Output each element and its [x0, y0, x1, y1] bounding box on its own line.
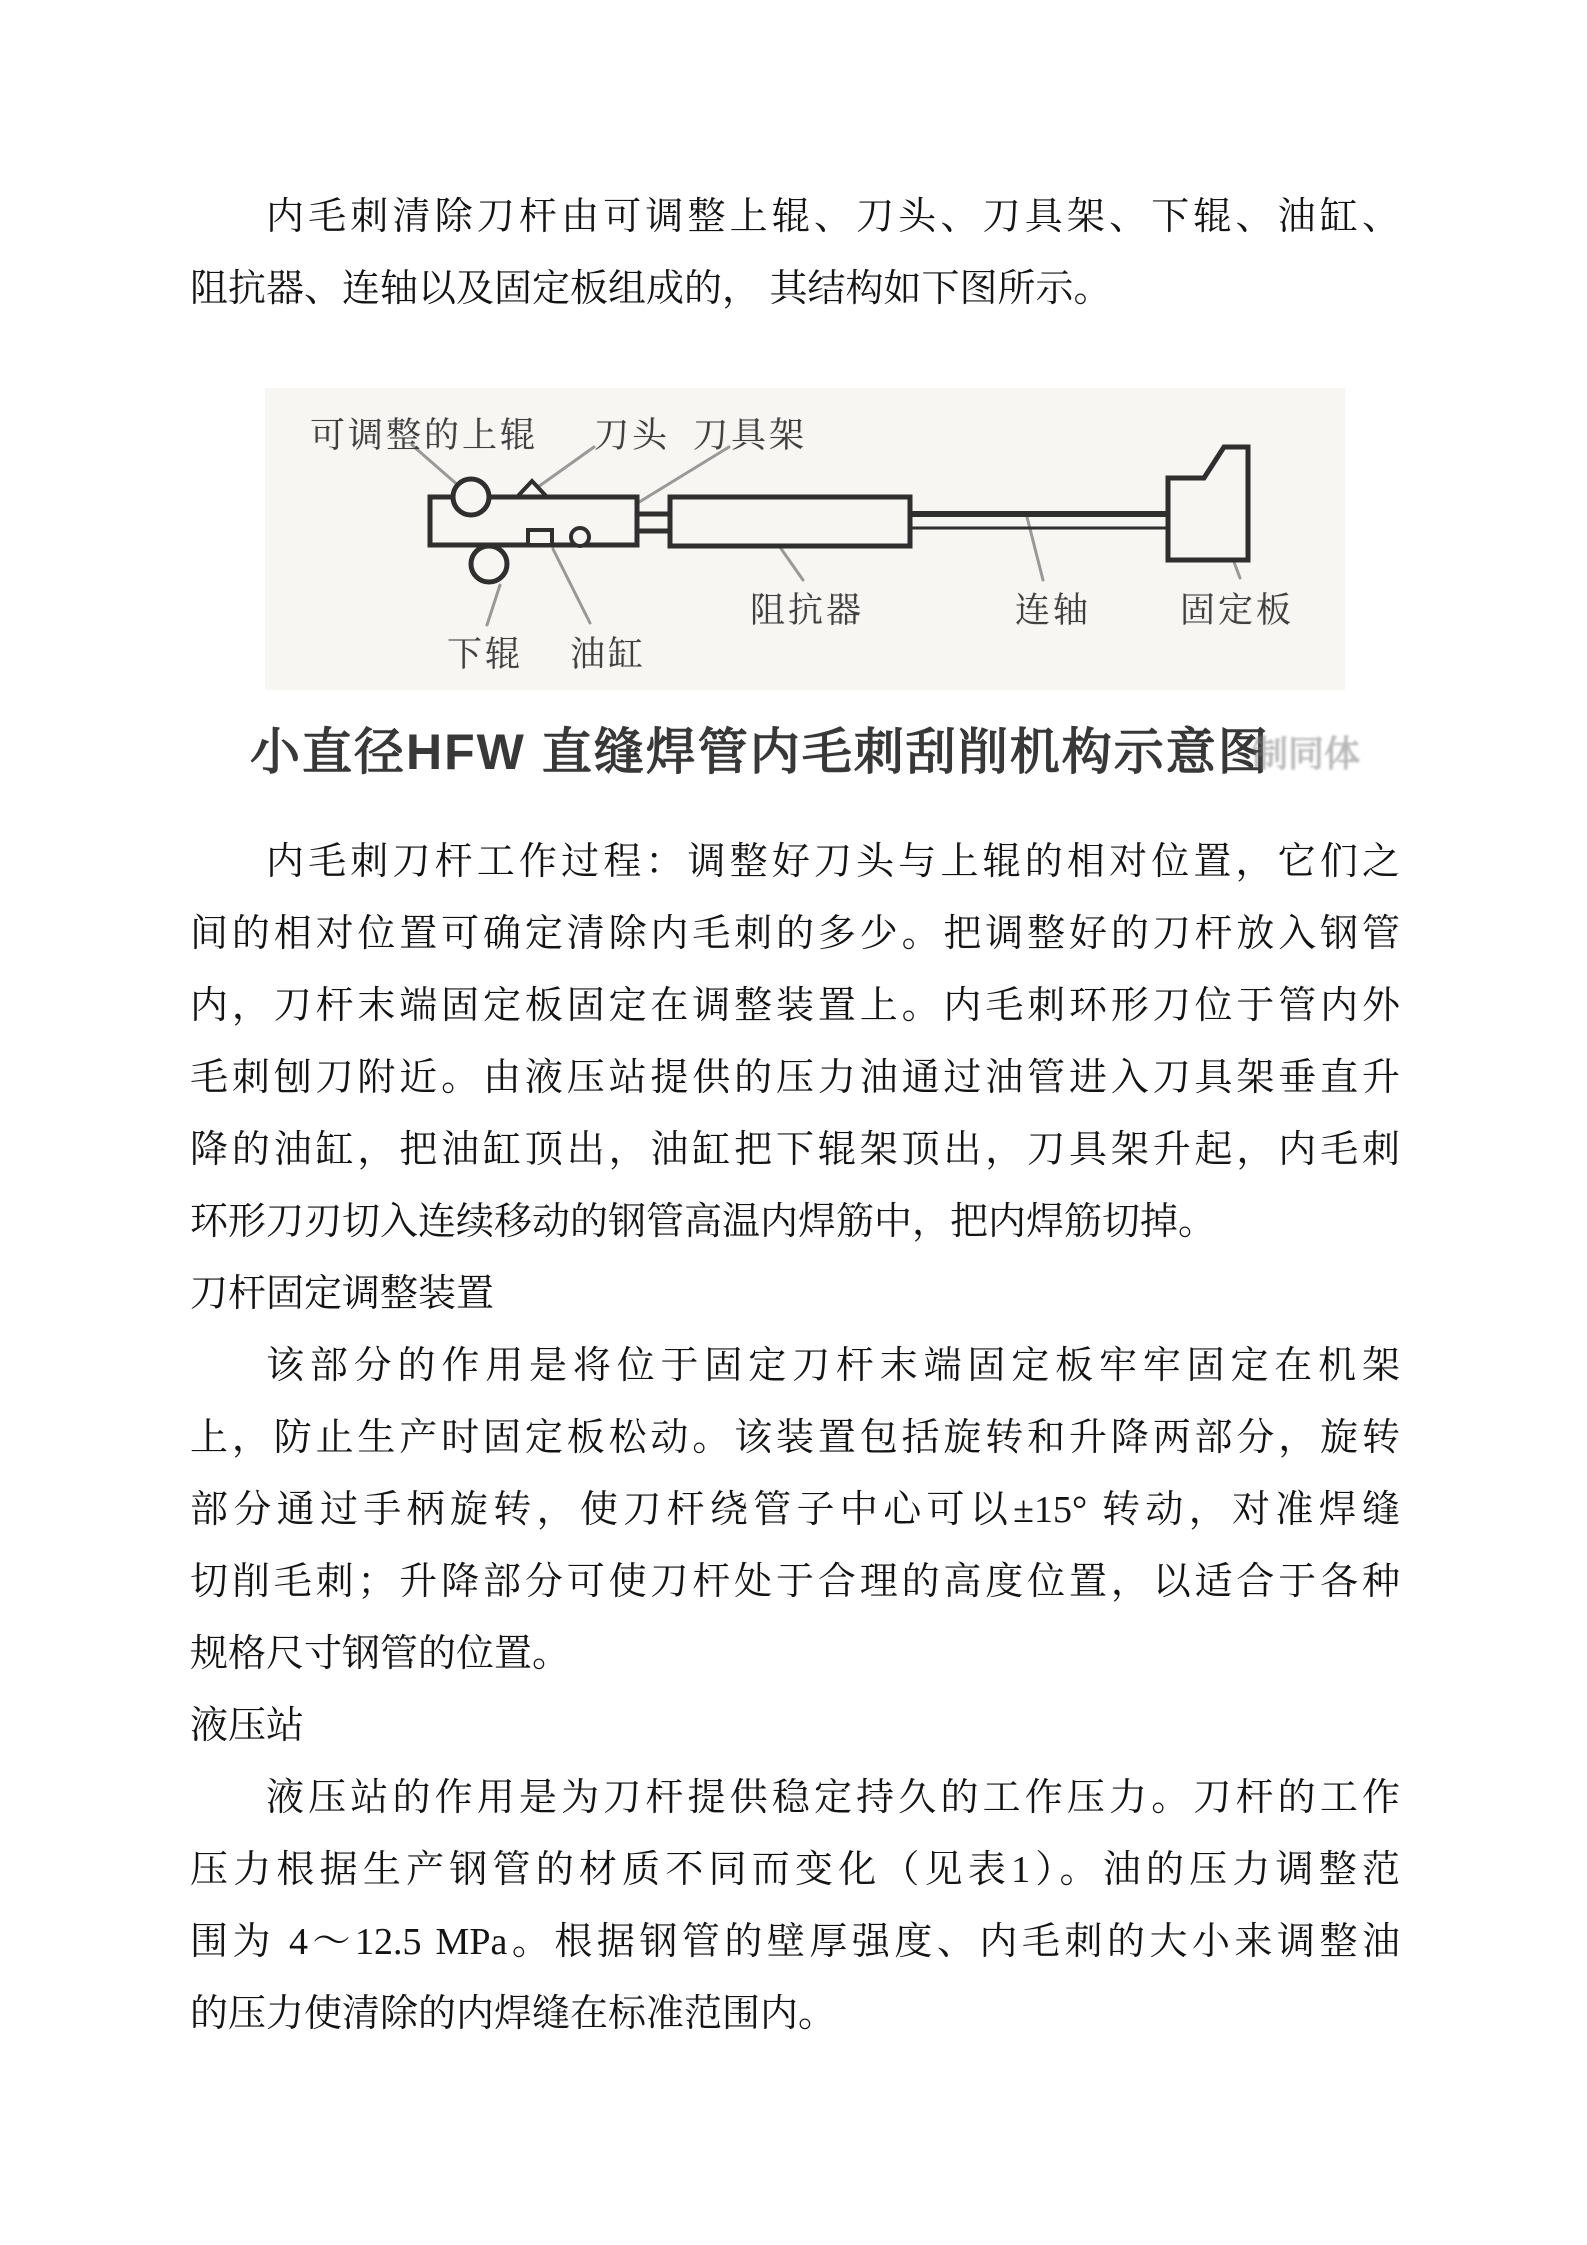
pivot-shape [571, 528, 589, 546]
text-line: 毛刺刨刀附近。由液压站提供的压力油通过油管进入刀具架垂直升 [190, 1057, 1400, 1099]
intro-paragraph [190, 181, 1400, 325]
text-line: 切削毛刺；升降部分可使刀杆处于合理的高度位置，以适合于各种 [190, 1561, 1400, 1603]
lower-roller-shape [471, 546, 507, 582]
text-line: 间的相对位置可确定清除内毛刺的多少。把调整好的刀杆放入钢管 [190, 913, 1400, 955]
text-line: 阻抗器、连轴以及固定板组成的， 其结构如下图所示。 [190, 268, 1112, 310]
text-line: 部分通过手柄旋转，使刀杆绕管子中心可以±15° 转动，对准焊缝 [190, 1489, 1400, 1531]
watermark-text: 制同体 [1252, 733, 1361, 774]
upper-roller-shape [453, 479, 489, 515]
text-line: 该部分的作用是将位于固定刀杆末端固定板牢牢固定在机架 [266, 1345, 1400, 1387]
label-lower-roller: 下辊 [447, 635, 524, 674]
text-line: 上，防止生产时固定板松动。该装置包括旋转和升降两部分，旋转 [190, 1417, 1400, 1459]
connecting-shaft-shape [910, 514, 1168, 528]
label-connecting-shaft: 连轴 [1015, 591, 1092, 630]
label-cutter-head: 刀头 [594, 416, 671, 455]
text-line: 环形刀刃切入连续移动的钢管高温内焊筋中，把内焊筋切掉。 [190, 1201, 1217, 1243]
mechanism-diagram [265, 388, 1345, 690]
text-line: 的压力使清除的内焊缝在标准范围内。 [190, 1993, 837, 2035]
text-line: 内毛刺刀杆工作过程：调整好刀头与上辊的相对位置，它们之 [266, 841, 1400, 883]
figure-caption: 小直径HFW 直缝焊管内毛刺刮削机构示意图 [250, 724, 1270, 780]
section-heading-hydraulic-station: 液压站 [190, 1705, 305, 1747]
text-line: 液压站的作用是为刀杆提供稳定持久的工作压力。刀杆的工作 [266, 1777, 1400, 1819]
label-tool-holder: 刀具架 [693, 416, 808, 455]
label-oil-cylinder: 油缸 [570, 635, 647, 674]
label-adjustable-upper-roller: 可调整的上辊 [310, 416, 539, 455]
label-impeder: 阻抗器 [750, 591, 865, 630]
text-line: 规格尺寸钢管的位置。 [190, 1633, 571, 1675]
text-line: 围为 4～12.5 MPa。根据钢管的壁厚强度、内毛刺的大小来调整油 [190, 1921, 1400, 1963]
label-fixing-plate: 固定板 [1180, 591, 1295, 630]
text-line: 内，刀杆末端固定板固定在调整装置上。内毛刺环形刀位于管内外 [190, 985, 1400, 1027]
text-line: 降的油缸，把油缸顶出，油缸把下辊架顶出，刀具架升起，内毛刺 [190, 1129, 1400, 1171]
oil-cylinder-shape [528, 530, 552, 545]
text-line: 压力根据生产钢管的材质不同而变化（见表1）。油的压力调整范 [190, 1849, 1400, 1891]
body-text [190, 826, 1400, 2050]
impeder-shape [670, 497, 910, 546]
section-heading-tool-bar-fixing: 刀杆固定调整装置 [190, 1273, 495, 1315]
fixing-plate-shape [1168, 447, 1248, 560]
text-line: 内毛刺清除刀杆由可调整上辊、刀头、刀具架、下辊、油缸、 [266, 196, 1400, 238]
connector-shape [637, 514, 670, 531]
